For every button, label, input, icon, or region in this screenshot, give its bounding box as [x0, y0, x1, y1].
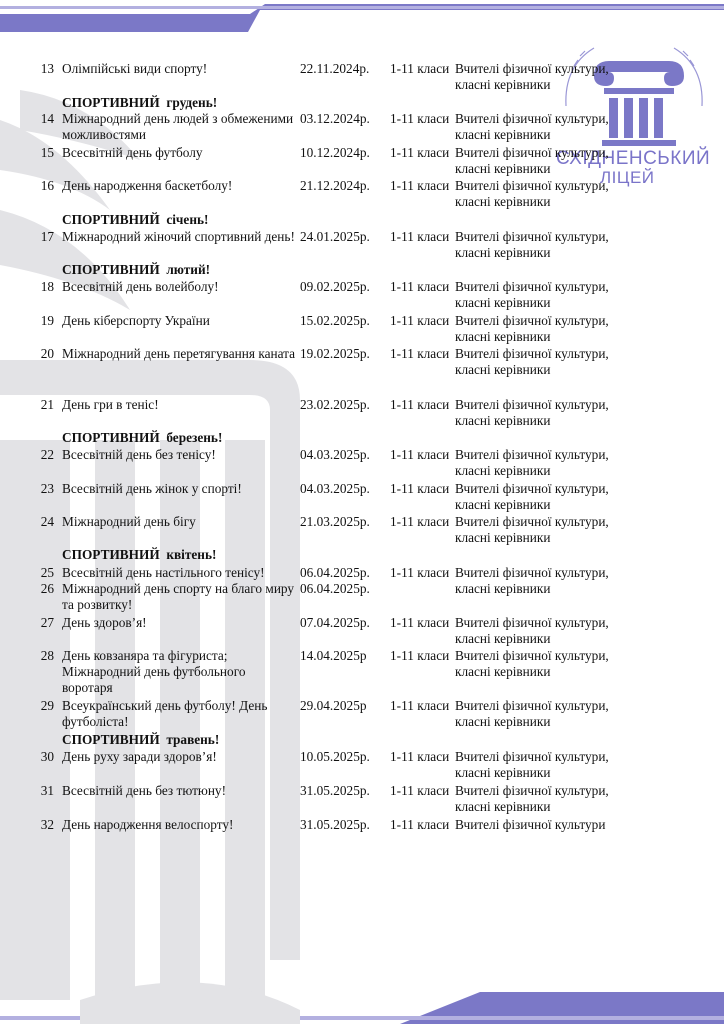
- event-name: Всесвітній день без тютюну!: [62, 783, 227, 798]
- event-classes: 1-11 класи: [390, 111, 450, 126]
- row-number: 16: [40, 178, 54, 193]
- responsible-line2: класні керівники: [455, 77, 551, 92]
- responsible-line1: Вчителі фізичної культури,: [455, 481, 609, 496]
- responsible-line2: класні керівники: [455, 413, 551, 428]
- row-number: 21: [40, 397, 54, 412]
- row-number: 27: [40, 615, 54, 630]
- row-number: 20: [40, 346, 54, 361]
- row-number: 25: [40, 565, 54, 580]
- responsible-line2: класні керівники: [455, 161, 551, 176]
- event-name: Олімпійські види спорту!: [62, 61, 208, 76]
- event-classes: 1-11 класи: [390, 346, 450, 361]
- responsible-line2: класні керівники: [455, 194, 551, 209]
- event-name: День народження баскетболу!: [62, 178, 233, 193]
- logo-subtitle: ЛІЦЕЙ: [600, 168, 655, 187]
- event-name: День здоров’я!: [62, 615, 147, 630]
- event-date: 07.04.2025р.: [300, 615, 370, 630]
- month-header: СПОРТИВНИЙ грудень!: [62, 95, 218, 110]
- event-date: 15.02.2025р.: [300, 313, 370, 328]
- responsible-line1: Вчителі фізичної культури,: [455, 279, 609, 294]
- month-header: СПОРТИВНИЙ травень!: [62, 732, 220, 747]
- event-date: 23.02.2025р.: [300, 397, 370, 412]
- event-classes: 1-11 класи: [390, 481, 450, 496]
- event-date: 10.05.2025р.: [300, 749, 370, 764]
- responsible-line1: Вчителі фізичної культури,: [455, 313, 609, 328]
- row-number: 28: [40, 648, 54, 663]
- event-classes: 1-11 класи: [390, 397, 450, 412]
- responsible-line2: класні керівники: [455, 664, 551, 679]
- responsible-line2: класні керівники: [455, 799, 551, 814]
- event-name: Міжнародний день бігу: [62, 514, 196, 529]
- responsible-line1: Вчителі фізичної культури,: [455, 397, 609, 412]
- responsible-line1: класні керівники: [455, 581, 551, 596]
- row-number: 13: [40, 61, 54, 76]
- responsible-line1: Вчителі фізичної культури,: [455, 565, 609, 580]
- row-number: 19: [40, 313, 54, 328]
- event-classes: 1-11 класи: [390, 817, 450, 832]
- month-header: СПОРТИВНИЙ лютий!: [62, 262, 211, 277]
- responsible-line1: Вчителі фізичної культури,: [455, 514, 609, 529]
- responsible-line1: Вчителі фізичної культури,: [455, 178, 609, 193]
- event-name: Міжнародний жіночий спортивний день!: [62, 229, 295, 244]
- event-name: Всесвітній день жінок у спорті!: [62, 481, 242, 496]
- row-number: 29: [40, 698, 54, 713]
- event-date: 03.12.2024р.: [300, 111, 370, 126]
- responsible-line2: класні керівники: [455, 631, 551, 646]
- responsible-line2: класні керівники: [455, 127, 551, 142]
- row-number: 31: [40, 783, 54, 798]
- event-classes: 1-11 класи: [390, 447, 450, 462]
- responsible-line1: Вчителі фізичної культури,: [455, 145, 609, 160]
- event-date: 31.05.2025р.: [300, 783, 370, 798]
- responsible-line1: Вчителі фізичної культури,: [455, 783, 609, 798]
- event-date: 04.03.2025р.: [300, 447, 370, 462]
- responsible-line2: класні керівники: [455, 329, 551, 344]
- event-date: 19.02.2025р.: [300, 346, 370, 361]
- responsible-line1: Вчителі фізичної культури,: [455, 346, 609, 361]
- event-classes: 1-11 класи: [390, 565, 450, 580]
- event-name: Міжнародний день перетягування каната: [62, 346, 296, 361]
- responsible-line2: класні керівники: [455, 765, 551, 780]
- event-name: Міжнародний день спорту на благо миру та розвитку!: [62, 581, 295, 612]
- row-number: 18: [40, 279, 54, 294]
- row-number: 26: [40, 581, 54, 596]
- event-name: Міжнародний день людей з обмеженими можливостями: [62, 111, 294, 142]
- row-number: 30: [40, 749, 54, 764]
- event-name: Всесвітній день волейболу!: [62, 279, 219, 294]
- event-name: День кіберспорту України: [62, 313, 210, 328]
- event-date: 21.03.2025р.: [300, 514, 370, 529]
- event-name: Всеукраїнський день футболу! День футболіста!: [62, 698, 268, 729]
- event-date: 06.04.2025р.: [300, 565, 370, 580]
- event-classes: 1-11 класи: [390, 229, 450, 244]
- event-classes: 1-11 класи: [390, 783, 450, 798]
- event-name: Всесвітній день настільного тенісу!: [62, 565, 265, 580]
- event-date: 31.05.2025р.: [300, 817, 370, 832]
- event-classes: 1-11 класи: [390, 178, 450, 193]
- logo-title: СХІДНЕНСЬКИЙ: [556, 148, 711, 169]
- row-number: 32: [40, 817, 54, 832]
- event-date: 06.04.2025р.: [300, 581, 370, 596]
- row-number: 15: [40, 145, 54, 160]
- event-name: День народження велоспорту!: [62, 817, 234, 832]
- event-date: 21.12.2024р.: [300, 178, 370, 193]
- event-classes: 1-11 класи: [390, 61, 450, 76]
- event-classes: 1-11 класи: [390, 279, 450, 294]
- responsible-line2: класні керівники: [455, 530, 551, 545]
- month-header: СПОРТИВНИЙ січень!: [62, 212, 209, 227]
- event-classes: 1-11 класи: [390, 698, 450, 713]
- event-classes: 1-11 класи: [390, 615, 450, 630]
- event-name: Всесвітній день без тенісу!: [62, 447, 216, 462]
- event-name: День руху заради здоров’я!: [62, 749, 217, 764]
- responsible-line1: Вчителі фізичної культури,: [455, 229, 609, 244]
- row-number: 14: [40, 111, 54, 126]
- responsible-line1: Вчителі фізичної культури: [455, 817, 606, 832]
- event-name: День ковзаняра та фігуриста; Міжнародний день футбольного воротаря: [62, 648, 246, 695]
- event-classes: 1-11 класи: [390, 514, 450, 529]
- event-name: День гри в теніс!: [62, 397, 159, 412]
- event-date: 14.04.2025р: [300, 648, 367, 663]
- event-date: 29.04.2025р: [300, 698, 367, 713]
- event-date: 09.02.2025р.: [300, 279, 370, 294]
- event-classes: 1-11 класи: [390, 749, 450, 764]
- responsible-line1: Вчителі фізичної культури,: [455, 111, 609, 126]
- responsible-line2: класні керівники: [455, 245, 551, 260]
- responsible-line2: класні керівники: [455, 463, 551, 478]
- responsible-line2: класні керівники: [455, 362, 551, 377]
- event-date: 24.01.2025р.: [300, 229, 370, 244]
- month-header: СПОРТИВНИЙ березень!: [62, 430, 223, 445]
- event-date: 10.12.2024р.: [300, 145, 370, 160]
- responsible-line2: класні керівники: [455, 714, 551, 729]
- event-name: Всесвітній день футболу: [62, 145, 203, 160]
- responsible-line1: Вчителі фізичної культури,: [455, 615, 609, 630]
- row-number: 24: [40, 514, 54, 529]
- event-classes: 1-11 класи: [390, 648, 450, 663]
- responsible-line1: Вчителі фізичної культури,: [455, 749, 609, 764]
- event-date: 04.03.2025р.: [300, 481, 370, 496]
- responsible-line1: Вчителі фізичної культури,: [455, 698, 609, 713]
- row-number: 17: [40, 229, 54, 244]
- row-number: 23: [40, 481, 54, 496]
- responsible-line1: Вчителі фізичної культури,: [455, 61, 609, 76]
- responsible-line1: Вчителі фізичної культури,: [455, 648, 609, 663]
- responsible-line1: Вчителі фізичної культури,: [455, 447, 609, 462]
- responsible-line2: класні керівники: [455, 295, 551, 310]
- event-classes: 1-11 класи: [390, 145, 450, 160]
- responsible-line2: класні керівники: [455, 497, 551, 512]
- month-header: СПОРТИВНИЙ квітень!: [62, 547, 217, 562]
- row-number: 22: [40, 447, 54, 462]
- event-classes: 1-11 класи: [390, 313, 450, 328]
- event-date: 22.11.2024р.: [300, 61, 370, 76]
